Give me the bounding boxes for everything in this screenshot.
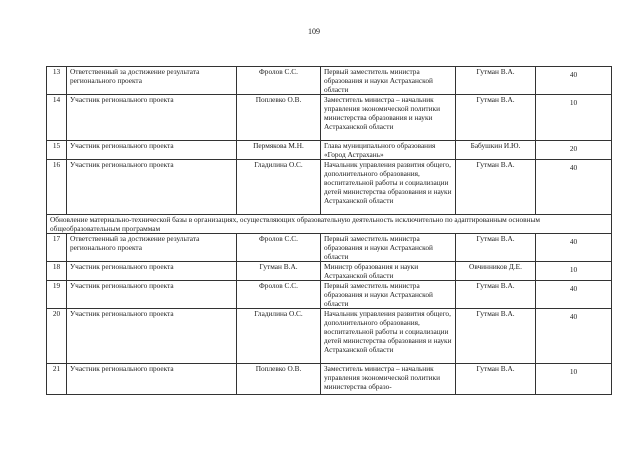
position-cell: Глава муниципального образования «Город Астрахань» [321, 141, 456, 160]
participants-table [46, 66, 612, 395]
table-row [47, 67, 612, 95]
supervisor-cell: Гутман В.А. [456, 67, 536, 95]
section-row [47, 215, 612, 234]
percent-cell [536, 141, 612, 160]
percent-value: 40 [569, 312, 578, 321]
table-row [47, 141, 612, 160]
role-cell: Ответственный за достижение результата регионального проекта [67, 234, 237, 262]
position-cell: Заместитель министра – начальник управления экономической политики министерства образо- [321, 364, 456, 395]
row-number: 18 [47, 262, 67, 281]
position-cell: Первый заместитель министра образования и науки Астраханской области [321, 67, 456, 95]
supervisor-cell: Гутман В.А. [456, 95, 536, 141]
role-cell: Участник регионального проекта [67, 309, 237, 364]
section-title: Обновление материально-технической базы в организациях, осуществляющих образовательную деятельность исключительно по адаптированным основным общеобразовательным программам [47, 215, 612, 234]
role-cell: Участник регионального проекта [67, 364, 237, 395]
name-cell: Фролов С.С. [237, 234, 321, 262]
percent-cell [536, 67, 612, 95]
page-number: 109 [308, 27, 320, 36]
supervisor-cell: Овчинников Д.Е. [456, 262, 536, 281]
table-row [47, 262, 612, 281]
name-cell: Поплевко О.В. [237, 364, 321, 395]
percent-value: 40 [569, 163, 578, 172]
name-cell: Фролов С.С. [237, 67, 321, 95]
name-cell: Гутман В.А. [237, 262, 321, 281]
row-number: 14 [47, 95, 67, 141]
position-cell: Начальник управления развития общего, дополнительного образования, воспитательной работы и социализации детей министерства образования и науки Астраханской области [321, 309, 456, 364]
supervisor-cell: Гутман В.А. [456, 281, 536, 309]
name-cell: Гладилина О.С. [237, 309, 321, 364]
percent-cell [536, 160, 612, 215]
percent-value: 10 [569, 367, 578, 376]
percent-value: 40 [569, 237, 578, 246]
percent-cell [536, 364, 612, 395]
supervisor-cell: Гутман В.А. [456, 160, 536, 215]
row-number: 15 [47, 141, 67, 160]
position-cell: Заместитель министра – начальник управления экономической политики министерства образования и науки Астраханской области [321, 95, 456, 141]
percent-value: 10 [569, 98, 578, 107]
row-number: 20 [47, 309, 67, 364]
table-row [47, 234, 612, 262]
percent-cell [536, 95, 612, 141]
supervisor-cell: Гутман В.А. [456, 309, 536, 364]
name-cell: Гладилина О.С. [237, 160, 321, 215]
position-cell: Министр образования и науки Астраханской области [321, 262, 456, 281]
percent-value: 40 [569, 70, 578, 79]
position-cell: Первый заместитель министра образования и науки Астраханской области [321, 281, 456, 309]
percent-cell [536, 234, 612, 262]
row-number: 21 [47, 364, 67, 395]
table-row [47, 160, 612, 215]
percent-value: 40 [569, 284, 578, 293]
row-number: 16 [47, 160, 67, 215]
name-cell: Фролов С.С. [237, 281, 321, 309]
position-cell: Начальник управления развития общего, дополнительного образования, воспитательной работы и социализации детей министерства образования и науки Астраханской области [321, 160, 456, 215]
role-cell: Участник регионального проекта [67, 160, 237, 215]
supervisor-cell: Гутман В.А. [456, 364, 536, 395]
role-cell: Участник регионального проекта [67, 262, 237, 281]
percent-value: 20 [569, 144, 578, 153]
percent-cell [536, 262, 612, 281]
table-row [47, 309, 612, 364]
percent-value: 10 [569, 265, 578, 274]
name-cell: Поплевко О.В. [237, 95, 321, 141]
row-number: 17 [47, 234, 67, 262]
role-cell: Ответственный за достижение результата регионального проекта [67, 67, 237, 95]
table-row [47, 364, 612, 395]
table-row [47, 95, 612, 141]
supervisor-cell: Бабушкин И.Ю. [456, 141, 536, 160]
row-number: 13 [47, 67, 67, 95]
role-cell: Участник регионального проекта [67, 281, 237, 309]
role-cell: Участник регионального проекта [67, 141, 237, 160]
role-cell: Участник регионального проекта [67, 95, 237, 141]
row-number: 19 [47, 281, 67, 309]
percent-cell [536, 281, 612, 309]
position-cell: Первый заместитель министра образования и науки Астраханской области [321, 234, 456, 262]
name-cell: Пермякова М.Н. [237, 141, 321, 160]
supervisor-cell: Гутман В.А. [456, 234, 536, 262]
percent-cell [536, 309, 612, 364]
table-row [47, 281, 612, 309]
